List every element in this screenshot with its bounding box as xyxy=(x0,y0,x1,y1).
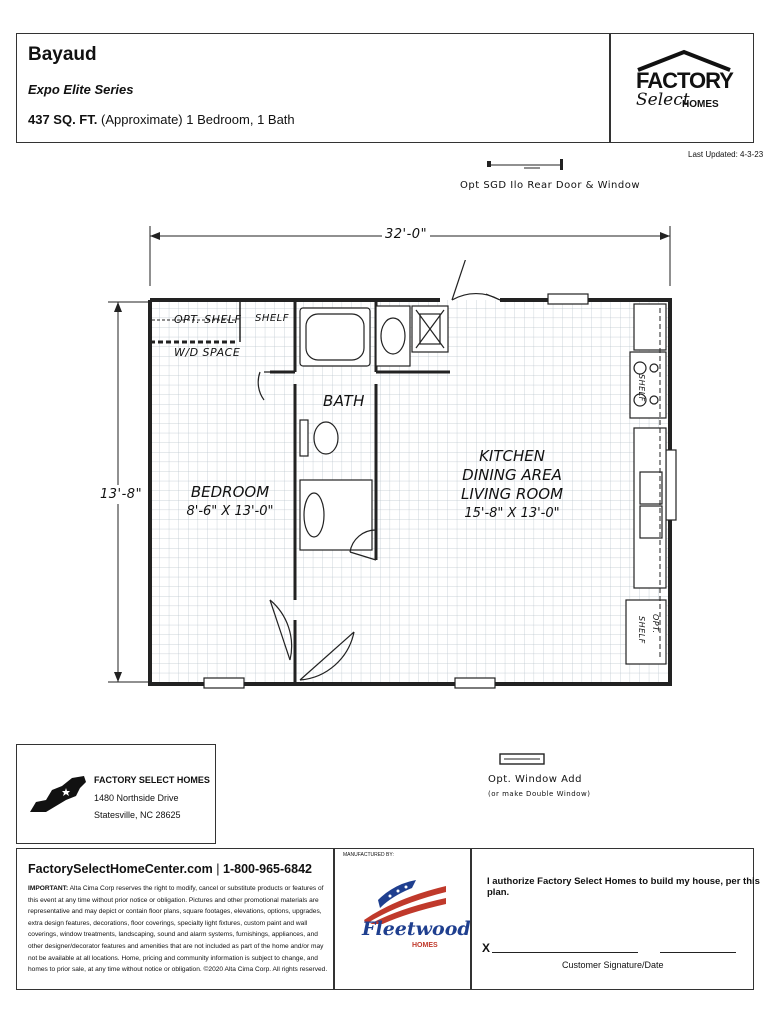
manufacturer-label: MANUFACTURED BY: xyxy=(343,852,394,858)
north-carolina-map-icon xyxy=(26,772,90,816)
opt-sgd-symbol xyxy=(484,158,568,172)
sqft-value: 437 SQ. FT. xyxy=(28,112,98,127)
bedroom-label xyxy=(180,483,280,521)
factory-select-logo xyxy=(630,48,740,128)
series-name: Expo Elite Series xyxy=(28,82,134,97)
bedroom-size: 8'-6" X 13'-0" xyxy=(186,504,274,519)
square-footage xyxy=(28,112,295,127)
contact-line xyxy=(28,862,312,876)
kitchen-size: 15'-8" X 13'-0" xyxy=(464,506,560,521)
width-dimension-label: 32'-0" xyxy=(382,227,430,242)
kitchen-line1: KITCHEN xyxy=(479,447,545,465)
dealer-address-line2: Statesville, NC 28625 xyxy=(94,810,181,820)
floor-plan xyxy=(140,260,680,700)
fleetwood-homes: HOMES xyxy=(412,942,438,949)
logo-homes: HOMES xyxy=(682,99,719,110)
phone-number[interactable]: 1-800-965-6842 xyxy=(223,862,312,876)
wd-space-label: W/D SPACE xyxy=(174,346,241,359)
disclaimer-text: Alta Cima Corp reserves the right to modify, cancel or substitute products or features of this event at any time without prior notice or obligation. Pictures and other promotional materials are representative and may depict or contain floor plans, square footages, elevations, options, upgrades, extra design features, decorations, floor coverings, specialty light fixtures, custom paint and wall coverings, window treatments, landscaping, sound and alarm systems, furnishings, appliances, and other designer/decorator features and amenities that are not included as part of the home and/or may not be available at all locations. Home, pricing and community information is subject to change, and homes to prior sale, at any time without notice or obligation. ©2020 Alta Cima Corp. All rights reserved. xyxy=(28,885,328,974)
kitchen-label xyxy=(452,447,572,523)
website-link[interactable]: FactorySelectHomeCenter.com xyxy=(28,862,213,876)
bedroom-name: BEDROOM xyxy=(190,483,270,501)
signature-line[interactable] xyxy=(492,952,638,953)
last-updated: Last Updated: 4-3-23 xyxy=(688,150,764,159)
dealer-address-line1: 1480 Northside Drive xyxy=(94,793,179,803)
disclaimer xyxy=(28,883,328,976)
logo-factory: FACTORY xyxy=(636,68,733,93)
plan-title: Bayaud xyxy=(28,44,97,65)
disclaimer-important: IMPORTANT: xyxy=(28,885,69,892)
opt-sgd-label: Opt SGD Ilo Rear Door & Window xyxy=(460,180,641,191)
contact-separator: | xyxy=(216,862,224,876)
header-divider xyxy=(609,33,611,143)
opt-shelf-label: OPT. SHELF xyxy=(174,313,242,326)
dealer-name: FACTORY SELECT HOMES xyxy=(94,775,210,785)
fleetwood-wordmark: Fleetwood xyxy=(362,918,471,940)
shelf-label: SHELF xyxy=(255,313,290,324)
shelf-right-label: SHELF xyxy=(637,374,646,402)
logo-select: Select xyxy=(636,90,690,110)
bath-label: BATH xyxy=(323,392,365,410)
window-add-symbol xyxy=(498,752,548,768)
window-add-sublabel: (or make Double Window) xyxy=(488,790,591,798)
window-add-label: Opt. Window Add xyxy=(488,774,582,785)
signature-x: X xyxy=(482,941,491,955)
kitchen-line2: DINING AREA xyxy=(462,466,562,484)
kitchen-line3: LIVING ROOM xyxy=(460,485,564,503)
fleetwood-logo xyxy=(356,878,471,956)
height-dimension-label: 13'-8" xyxy=(100,487,143,502)
sqft-details: (Approximate) 1 Bedroom, 1 Bath xyxy=(101,112,295,127)
authorization-text: I authorize Factory Select Homes to build my house, per this plan. xyxy=(487,876,760,898)
opt-right-label: OPT. xyxy=(651,614,660,634)
date-line[interactable] xyxy=(660,952,736,953)
signature-label: Customer Signature/Date xyxy=(562,960,664,970)
footer-divider-1 xyxy=(333,848,335,990)
dealer-address xyxy=(94,790,181,824)
shelf-right-label-lower: SHELF xyxy=(637,616,646,644)
